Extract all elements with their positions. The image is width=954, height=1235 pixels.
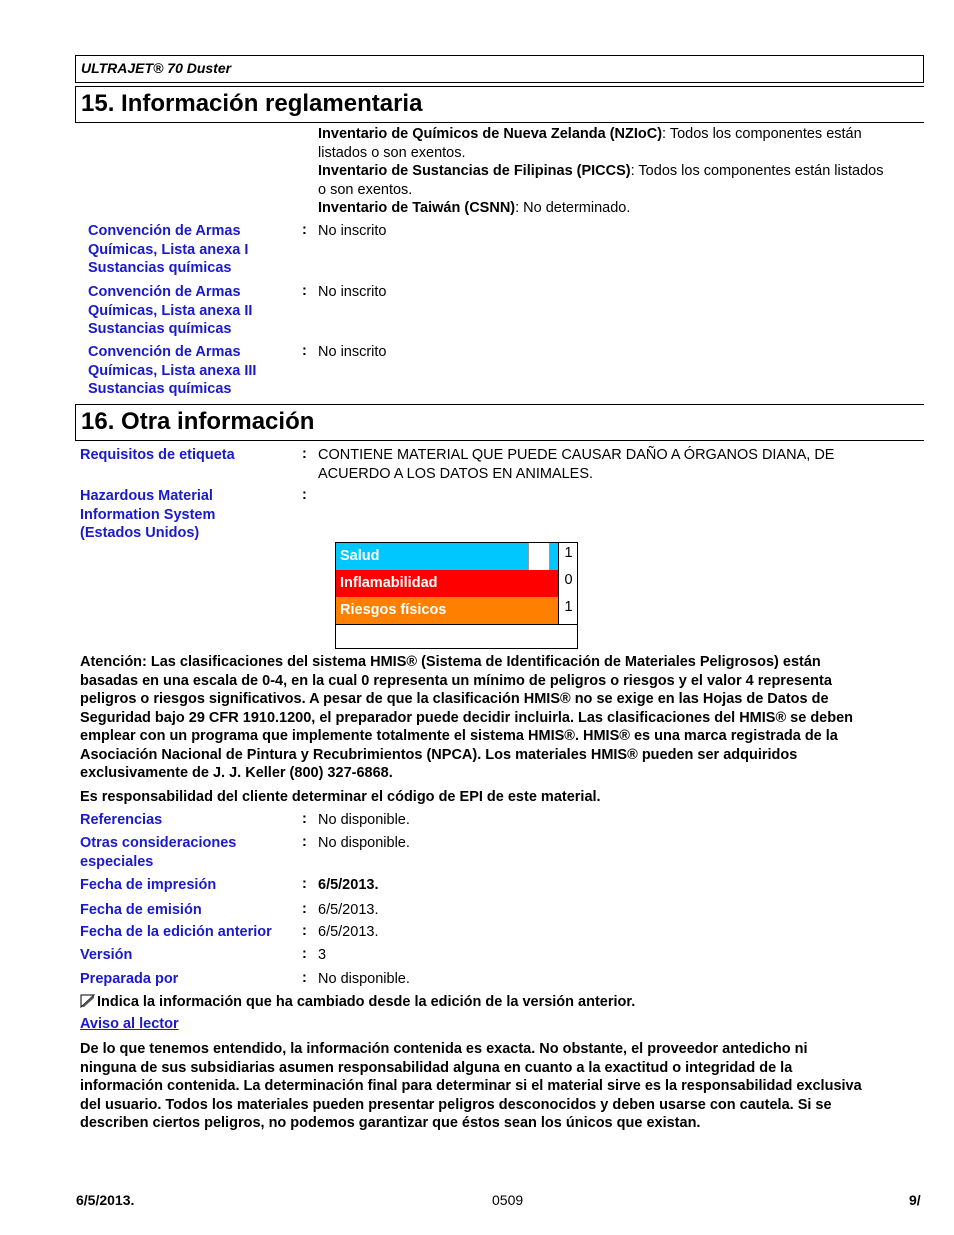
label-line: Químicas, Lista anexa II — [88, 302, 253, 319]
change-marker-icon — [80, 994, 95, 1008]
product-name: ULTRAJET® 70 Duster — [81, 60, 232, 76]
change-note: Indica la información que ha cambiado desde la edición de la versión anterior. — [97, 994, 636, 1010]
references-value: No disponible. — [318, 812, 410, 828]
colon: : — [302, 970, 307, 986]
hmis-health-label: Salud — [340, 548, 380, 564]
inventory-piccs — [318, 162, 928, 199]
inventory-text: o son exentos. — [318, 181, 413, 198]
paragraph-line: emplear con un programa que implemente totalmente el sistema HMIS®. HMIS® es una marca registrada de la — [80, 728, 838, 744]
label-line: Hazardous Material — [80, 488, 213, 504]
hmis-health-row — [336, 543, 528, 570]
hmis-attention-paragraph — [80, 653, 920, 783]
hmis-label — [80, 487, 215, 543]
inventory-text: : No determinado. — [515, 200, 631, 216]
value-text: 0 — [564, 572, 573, 588]
paragraph-line: del usuario. Todos los materiales pueden presentar peligros desconocidos y deben usarse con cautela. Si se — [80, 1096, 832, 1113]
version-value: 3 — [318, 947, 327, 963]
paragraph-line: basadas en una escala de 0-4, en la cual 0 representa un mínimo de peligros o riesgos y el valor 4 representa — [80, 672, 832, 689]
paragraph-line: información contenida. La determinación final para determinar si el material sirve es la responsabilidad exclusiva — [80, 1078, 862, 1094]
colon: : — [302, 487, 307, 503]
label-line: Information System — [80, 506, 216, 523]
value-line: CONTIENE MATERIAL QUE PUEDE CAUSAR DAÑO A ÓRGANOS DIANA, DE — [318, 447, 835, 463]
label-line: Convención de Armas — [88, 284, 241, 300]
cwc-schedule-2-value: No inscrito — [318, 284, 387, 300]
paragraph-line: Asociación Nacional de Pintura y Recubrimientos (NPCA). Los materiales HMIS® pueden ser adquiridos — [80, 746, 798, 763]
previous-date-value: 6/5/2013. — [318, 924, 379, 940]
inventory-name: Inventario de Sustancias de Filipinas (PICCS) — [318, 163, 631, 179]
ppe-note: Es responsabilidad del cliente determinar el código de EPI de este material. — [80, 789, 601, 805]
issue-date-value: 6/5/2013. — [318, 902, 379, 918]
label-line: Sustancias químicas — [88, 381, 232, 397]
label-requirements-value — [318, 446, 918, 483]
colon: : — [302, 446, 307, 462]
value-text: 1 — [564, 545, 573, 561]
colon: : — [302, 222, 307, 238]
paragraph-line: De lo que tenemos entendido, la información contenida es exacta. No obstante, el proveedor antedicho ni — [80, 1041, 808, 1057]
issue-date-label: Fecha de emisión — [80, 902, 202, 918]
notice-to-reader-link[interactable]: Aviso al lector — [80, 1016, 179, 1032]
footer-date: 6/5/2013. — [76, 1192, 135, 1208]
disclaimer-paragraph — [80, 1040, 925, 1133]
paragraph-line: exclusivamente de J. J. Keller (800) 327-6868. — [80, 765, 393, 781]
inventory-text: : Todos los componentes están — [662, 126, 862, 142]
paragraph-line: Atención: Las clasificaciones del sistema HMIS® (Sistema de Identificación de Materiales Peligrosos) están — [80, 654, 821, 670]
paragraph-line: peligros o riesgos significativos. A pesar de que la clasificación HMIS® no se exige en las Hojas de Datos de — [80, 691, 829, 707]
label-line: (Estados Unidos) — [80, 525, 200, 541]
footer-page: 9/ — [909, 1192, 921, 1208]
print-date-value: 6/5/2013. — [318, 877, 379, 893]
hmis-flammability-label: Inflamabilidad — [340, 575, 438, 591]
inventory-text: listados o son exentos. — [318, 144, 466, 161]
other-considerations-value: No disponible. — [318, 835, 410, 851]
colon: : — [302, 811, 307, 827]
cwc-schedule-1-label — [88, 222, 248, 278]
colon: : — [302, 901, 307, 917]
prepared-by-value: No disponible. — [318, 971, 410, 987]
hmis-ppe-row — [336, 624, 577, 625]
hmis-physical-value — [558, 597, 578, 624]
cwc-schedule-3-value: No inscrito — [318, 344, 387, 360]
prepared-by-label: Preparada por — [80, 971, 179, 987]
section-16-title: 16. Otra información — [81, 408, 315, 435]
paragraph-line: Seguridad bajo 29 CFR 1910.1200, el preparador puede decidir incluirla. Las clasificaciones del HMIS® se deben — [80, 709, 854, 726]
inventory-block — [318, 125, 928, 218]
section-15-header — [75, 86, 924, 123]
hmis-flammability-row — [336, 570, 558, 597]
previous-date-label: Fecha de la edición anterior — [80, 924, 272, 940]
label-requirements-label: Requisitos de etiqueta — [80, 447, 235, 463]
inventory-nzioc — [318, 125, 928, 162]
colon: : — [302, 834, 307, 850]
cwc-schedule-1-value: No inscrito — [318, 223, 387, 239]
cwc-schedule-3-label — [88, 343, 256, 399]
hmis-flammability-value — [558, 570, 578, 597]
colon: : — [302, 946, 307, 962]
colon: : — [302, 876, 307, 892]
product-header — [75, 55, 924, 83]
label-line: Químicas, Lista anexa III — [88, 362, 257, 379]
section-16-header — [75, 404, 924, 441]
colon: : — [302, 283, 307, 299]
hmis-physical-label: Riesgos físicos — [340, 602, 447, 618]
hmis-rating-box — [335, 542, 578, 649]
paragraph-line: ninguna de sus subsidiarias asumen responsabilidad alguna en cuanto a la exactitud o integridad de la — [80, 1059, 793, 1076]
label-line: Convención de Armas — [88, 344, 241, 360]
inventory-name: Inventario de Taiwán (CSNN) — [318, 200, 516, 216]
label-line: Sustancias químicas — [88, 321, 232, 337]
label-line: Otras consideraciones — [80, 835, 237, 851]
hmis-health-value — [558, 543, 578, 570]
label-line: Convención de Armas — [88, 223, 241, 239]
label-line: Sustancias químicas — [88, 260, 232, 276]
hmis-health-blank — [528, 543, 550, 570]
version-label: Versión — [80, 947, 133, 963]
value-line: ACUERDO A LOS DATOS EN ANIMALES. — [318, 465, 594, 482]
other-considerations-label — [80, 834, 236, 871]
inventory-name: Inventario de Químicos de Nueva Zelanda (NZIoC) — [318, 126, 663, 142]
print-date-label: Fecha de impresión — [80, 877, 217, 893]
hmis-health-stripe — [550, 543, 558, 570]
section-15-title: 15. Información reglamentaria — [81, 90, 423, 117]
colon: : — [302, 923, 307, 939]
cwc-schedule-2-label — [88, 283, 252, 339]
hmis-physical-row — [336, 597, 558, 624]
footer-code: 0509 — [492, 1192, 524, 1208]
inventory-text: : Todos los componentes están listados — [630, 163, 884, 179]
paragraph-line: describen ciertos peligros, no podemos garantizar que éstos sean los únicos que existan. — [80, 1115, 701, 1131]
label-line: Químicas, Lista anexa I — [88, 241, 249, 258]
references-label: Referencias — [80, 812, 163, 828]
inventory-csnn — [318, 199, 928, 218]
value-text: 1 — [564, 599, 573, 615]
colon: : — [302, 343, 307, 359]
label-line: especiales — [80, 853, 154, 870]
